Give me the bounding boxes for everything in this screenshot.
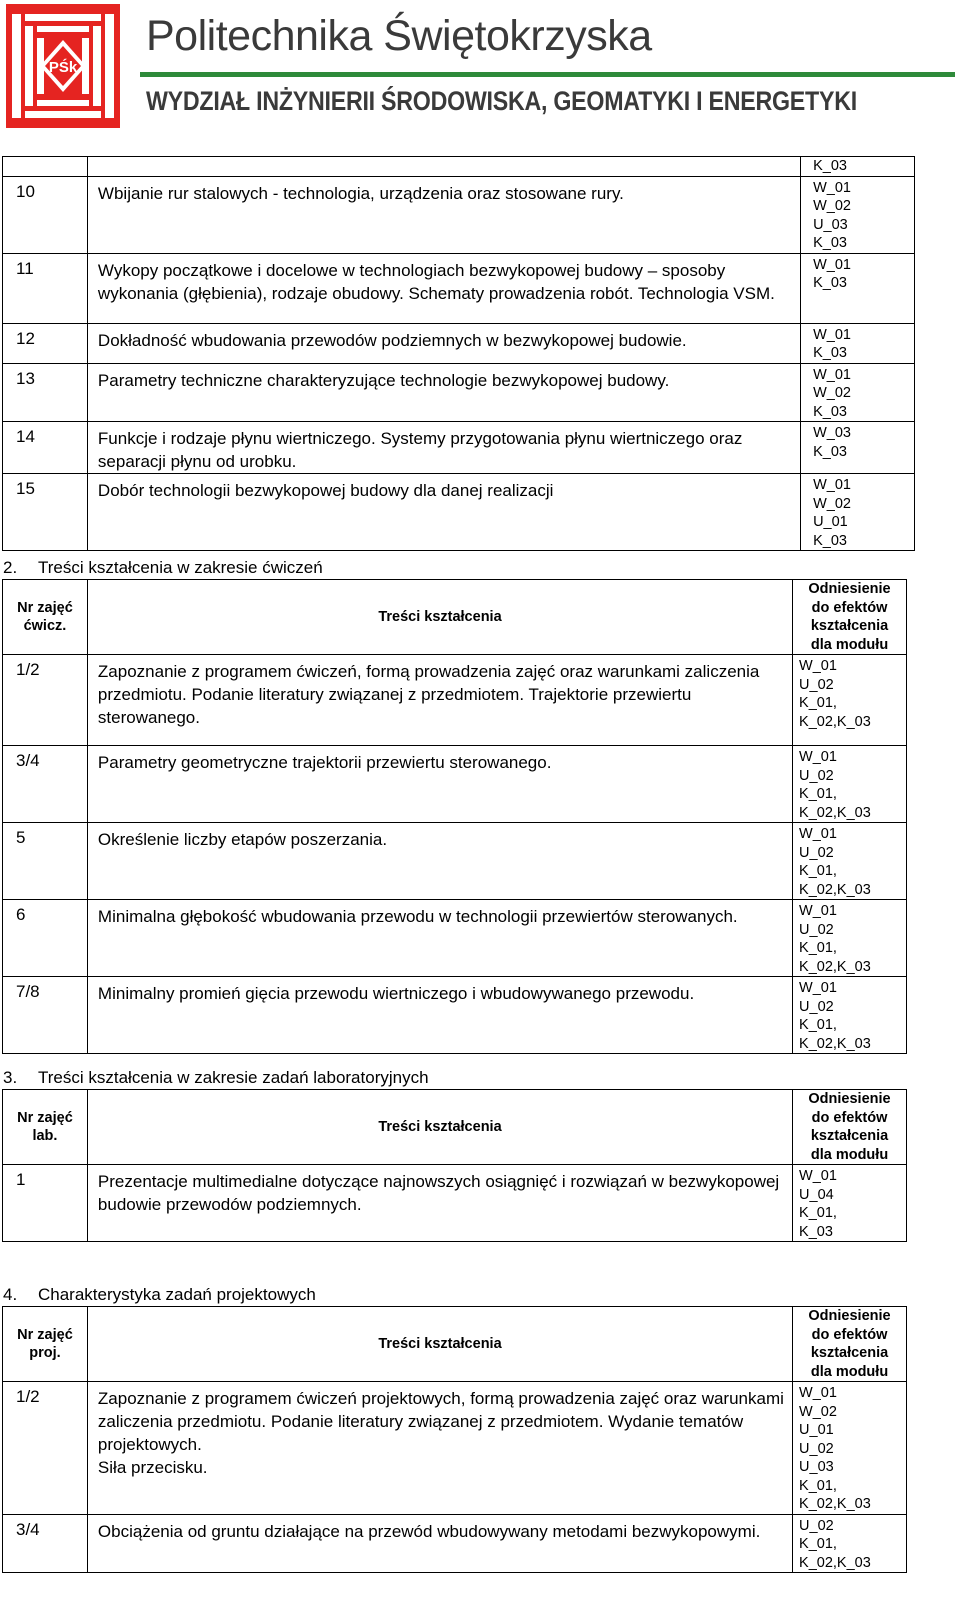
row-text: Prezentacje multimedialne dotyczące najnowszych osiągnięć i rozwiązań w bezwykopowej budowie przewodów podziemnych. [87, 1165, 792, 1242]
ref-cell: W_01 W_02 U_03 K_03 [801, 176, 915, 253]
col-header-content: Treści kształcenia [87, 580, 792, 655]
row-number: 6 [3, 900, 88, 977]
col-header-nr: Nr zajęć ćwicz. [3, 580, 88, 655]
row-number: 12 [3, 323, 88, 363]
row-number: 1/2 [3, 1382, 88, 1515]
row-text: Funkcje i rodzaje płynu wiertniczego. Systemy przygotowania płynu wiertniczego oraz separacji płynu od urobku. [87, 422, 800, 474]
row-text: Parametry techniczne charakteryzujące technologie bezwykopowej budowy. [87, 363, 800, 422]
ref-cell: W_01 W_02 U_01 K_03 [801, 474, 915, 551]
row-text: Dokładność wbudowania przewodów podziemnych w bezwykopowej budowie. [87, 323, 800, 363]
ref-cell: W_01 U_02 K_01, K_02,K_03 [793, 823, 907, 900]
lecture-content-table [2, 156, 915, 551]
row-number: 13 [3, 363, 88, 422]
row-number: 1 [3, 1165, 88, 1242]
exercises-table [2, 579, 907, 1054]
section-number: 3. [3, 1068, 18, 1087]
col-header-ref: Odniesienie do efektów kształcenia dla modułu [793, 580, 907, 655]
ref-cell: W_01 W_02 K_03 [801, 363, 915, 422]
ref-cell: W_01 K_03 [801, 253, 915, 323]
col-header-ref: Odniesienie do efektów kształcenia dla modułu [793, 1090, 907, 1165]
ref-cell: W_01 U_02 K_01, K_02,K_03 [793, 655, 907, 746]
row-number: 7/8 [3, 977, 88, 1054]
logo-text: PŚk [48, 59, 78, 76]
ref-cell: W_01 U_02 K_01, K_02,K_03 [793, 746, 907, 823]
header-divider [140, 72, 955, 77]
ref-cell: U_02 K_01, K_02,K_03 [793, 1514, 907, 1573]
row-text: Określenie liczby etapów poszerzania. [87, 823, 792, 900]
faculty-name: WYDZIAŁ INŻYNIERII ŚRODOWISKA, GEOMATYKI I ENERGETYKI [146, 86, 857, 116]
section-heading-projects [3, 1285, 316, 1305]
col-header-content: Treści kształcenia [87, 1307, 792, 1382]
row-text: Minimalna głębokość wbudowania przewodu w technologii przewiertów sterowanych. [87, 900, 792, 977]
section-title: Charakterystyka zadań projektowych [38, 1285, 316, 1304]
ref-cell: W_03 K_03 [801, 422, 915, 474]
col-header-nr: Nr zajęć proj. [3, 1307, 88, 1382]
ref-cell: W_01 W_02 U_01 U_02 U_03 K_01, K_02,K_03 [793, 1382, 907, 1515]
ref-cell: W_01 U_02 K_01, K_02,K_03 [793, 900, 907, 977]
labs-table [2, 1089, 907, 1242]
col-header-content: Treści kształcenia [87, 1090, 792, 1165]
ref-cell: W_01 K_03 [801, 323, 915, 363]
table-cell [3, 157, 88, 177]
section-number: 4. [3, 1285, 18, 1304]
row-number: 10 [3, 176, 88, 253]
row-number: 3/4 [3, 746, 88, 823]
row-text: Obciążenia od gruntu działające na przewód wbudowywany metodami bezwykopowymi. [87, 1514, 792, 1573]
row-text: Zapoznanie z programem ćwiczeń projektowych, formą prowadzenia zajęć oraz warunkami zaliczenia przedmiotu. Podanie literatury związanej z przedmiotem. Wydanie tematów projektowych. Siła przecisku. [87, 1382, 792, 1515]
row-text: Minimalny promień gięcia przewodu wiertniczego i wbudowywanego przewodu. [87, 977, 792, 1054]
ref-cell: W_01 U_04 K_01, K_03 [793, 1165, 907, 1242]
row-number: 15 [3, 474, 88, 551]
col-header-ref: Odniesienie do efektów kształcenia dla modułu [793, 1307, 907, 1382]
section-number: 2. [3, 558, 18, 577]
projects-table [2, 1306, 907, 1573]
section-heading-labs [3, 1068, 429, 1088]
table-cell [87, 157, 800, 177]
row-text: Wbijanie rur stalowych - technologia, urządzenia oraz stosowane rury. [87, 176, 800, 253]
section-title: Treści kształcenia w zakresie ćwiczeń [38, 558, 323, 577]
row-number: 1/2 [3, 655, 88, 746]
row-number: 11 [3, 253, 88, 323]
row-text: Zapoznanie z programem ćwiczeń, formą prowadzenia zajęć oraz warunkami zaliczenia przedmiotu. Podanie literatury związanej z przedmiotem. Trajektorie przewiertu sterowanego. [87, 655, 792, 746]
ref-cell: K_03 [801, 157, 915, 177]
row-text: Wykopy początkowe i docelowe w technologiach bezwykopowej budowy – sposoby wykonania (głębienia), rodzaje obudowy. Schematy prowadzenia robót. Technologia VSM. [87, 253, 800, 323]
row-number: 5 [3, 823, 88, 900]
row-number: 3/4 [3, 1514, 88, 1573]
section-title: Treści kształcenia w zakresie zadań laboratoryjnych [38, 1068, 429, 1087]
row-text: Dobór technologii bezwykopowej budowy dla danej realizacji [87, 474, 800, 551]
ref-cell: W_01 U_02 K_01, K_02,K_03 [793, 977, 907, 1054]
university-logo [6, 4, 120, 128]
section-heading-exercises [3, 558, 323, 578]
university-name: Politechnika Świętokrzyska [146, 12, 652, 60]
row-text: Parametry geometryczne trajektorii przewiertu sterowanego. [87, 746, 792, 823]
row-number: 14 [3, 422, 88, 474]
col-header-nr: Nr zajęć lab. [3, 1090, 88, 1165]
